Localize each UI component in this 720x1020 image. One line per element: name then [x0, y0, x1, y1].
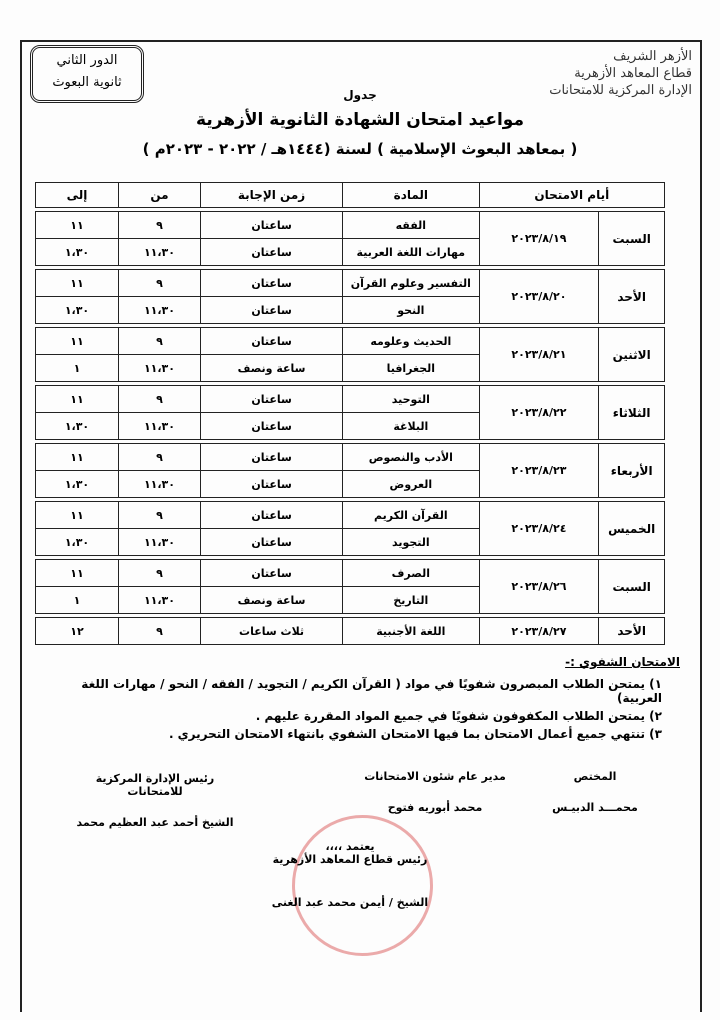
signature-general-manager: [360, 770, 510, 814]
cell-from: ٩: [118, 444, 200, 471]
cell-from: ٩: [118, 270, 200, 297]
cell-from: ١١،٣٠: [118, 297, 200, 324]
cell-to: ١،٣٠: [36, 239, 119, 266]
exam-schedule-table: [35, 182, 665, 645]
cell-from: ١١،٣٠: [118, 239, 200, 266]
col-header-to: إلى: [36, 183, 119, 208]
col-header-days: أيام الامتحان: [479, 183, 664, 208]
cell-from: ١١،٣٠: [118, 355, 200, 382]
cell-to: ١١: [36, 270, 119, 297]
cell-from: ٩: [118, 212, 200, 239]
cell-from: ٩: [118, 502, 200, 529]
exam-date: ٢٠٢٣/٨/٢٠: [479, 270, 599, 324]
org-line: الإدارة المركزية للامتحانات: [549, 83, 692, 98]
exam-day: الخميس: [599, 502, 665, 556]
org-line: الأزهر الشريف: [613, 49, 692, 64]
cell-duration: ساعتان: [201, 529, 343, 556]
table-row: [36, 270, 665, 297]
exam-date: ٢٠٢٣/٨/٢٤: [479, 502, 599, 556]
signer-title: رئيس قطاع المعاهد الأزهرية: [272, 853, 428, 866]
page-title: مواعيد امتحان الشهادة الثانوية الأزهرية: [196, 110, 524, 130]
cell-to: ١١: [36, 386, 119, 413]
exam-date: ٢٠٢٣/٨/٢٦: [479, 560, 599, 614]
col-header-from: من: [118, 183, 200, 208]
cell-duration: ساعتان: [201, 328, 343, 355]
cell-from: ١١،٣٠: [118, 413, 200, 440]
exam-day: الأربعاء: [599, 444, 665, 498]
table-row: [36, 212, 665, 239]
cell-to: ١١: [36, 328, 119, 355]
cell-duration: ساعتان: [201, 386, 343, 413]
exam-day: الأحد: [599, 618, 665, 645]
exam-date: ٢٠٢٣/٨/٢٧: [479, 618, 599, 645]
cell-to: ١،٣٠: [36, 471, 119, 498]
cell-subject: التاريخ: [343, 587, 479, 614]
cell-subject: البلاغة: [343, 413, 479, 440]
cell-duration: ساعتان: [201, 297, 343, 324]
cell-subject: التجويد: [343, 529, 479, 556]
cell-subject: العروض: [343, 471, 479, 498]
cell-duration: ساعتان: [201, 270, 343, 297]
exam-date: ٢٠٢٣/٨/٢٢: [479, 386, 599, 440]
exam-day: السبت: [599, 212, 665, 266]
cell-subject: مهارات اللغة العربية: [343, 239, 479, 266]
signature-sector-head: [250, 840, 450, 909]
table-row: [36, 444, 665, 471]
cell-duration: ساعتان: [201, 239, 343, 266]
cell-from: ١١،٣٠: [118, 587, 200, 614]
signer-title: رئيس الإدارة المركزية للامتحانات: [95, 772, 215, 798]
note-item: ٣) تنتهي جميع أعمال الامتحان بما فيها الامتحان الشفوي بانتهاء الامتحان التحريري .: [168, 727, 662, 741]
exam-day: الأحد: [599, 270, 665, 324]
exam-date: ٢٠٢٣/٨/٢٣: [479, 444, 599, 498]
signature-central-admin-head: [70, 772, 240, 829]
cell-duration: ساعتان: [201, 444, 343, 471]
cell-from: ٩: [118, 618, 200, 645]
cell-from: ٩: [118, 328, 200, 355]
exam-day: الاثنين: [599, 328, 665, 382]
approval-label: يعتمد ،،،،: [325, 840, 375, 853]
col-header-subject: المادة: [343, 183, 479, 208]
cell-subject: اللغة الأجنبية: [343, 618, 479, 645]
cell-duration: ساعة ونصف: [201, 355, 343, 382]
table-row: [36, 560, 665, 587]
cell-duration: ثلاث ساعات: [201, 618, 343, 645]
exam-day: السبت: [599, 560, 665, 614]
org-line: قطاع المعاهد الأزهرية: [574, 66, 692, 81]
signature-specialist: [540, 770, 650, 814]
oral-exam-notes: [40, 655, 680, 745]
signer-name: محمد أبوريه فتوح: [387, 801, 483, 814]
cell-subject: القرآن الكريم: [343, 502, 479, 529]
table-row: [36, 502, 665, 529]
table-row: [36, 328, 665, 355]
signer-title: المختص: [573, 770, 617, 783]
cell-to: ١١: [36, 212, 119, 239]
cell-to: ١: [36, 355, 119, 382]
exam-day: الثلاثاء: [599, 386, 665, 440]
cell-to: ١،٣٠: [36, 297, 119, 324]
cell-subject: النحو: [343, 297, 479, 324]
signer-name: الشيخ أحمد عبد العظيم محمد: [76, 816, 234, 829]
cell-duration: ساعتان: [201, 413, 343, 440]
cell-from: ٩: [118, 386, 200, 413]
exam-date: ٢٠٢٣/٨/٢١: [479, 328, 599, 382]
signer-title: مدير عام شئون الامتحانات: [364, 770, 506, 783]
signer-name: الشيخ / أيمن محمد عبد الغنى: [271, 896, 429, 909]
notes-heading: الامتحان الشفوي :-: [565, 655, 680, 669]
cell-subject: الأدب والنصوص: [343, 444, 479, 471]
round-label: الدور الثاني: [56, 53, 118, 68]
cell-to: ١١: [36, 502, 119, 529]
note-item: ٢) يمتحن الطلاب المكفوفون شفويًا في جميع المواد المقررة عليهم .: [255, 709, 662, 723]
cell-duration: ساعتان: [201, 212, 343, 239]
page-subtitle: ( بمعاهد البعوث الإسلامية ) لسنة (١٤٤٤هـ / ٢٠٢٢ - ٢٠٢٣م ): [142, 140, 578, 158]
note-item: ١) يمتحن الطلاب المبصرون شفويًا في مواد ( القرآن الكريم / التجويد / الفقه / النحو / مهارات اللغة العربية): [81, 677, 662, 705]
cell-to: ١،٣٠: [36, 529, 119, 556]
cell-subject: الفقه: [343, 212, 479, 239]
cell-duration: ساعتان: [201, 471, 343, 498]
cell-subject: الجغرافيا: [343, 355, 479, 382]
cell-duration: ساعتان: [201, 502, 343, 529]
table-row: [36, 618, 665, 645]
table-row: [36, 386, 665, 413]
cell-subject: الحديث وعلومه: [343, 328, 479, 355]
cell-duration: ساعتان: [201, 560, 343, 587]
cell-to: ١٢: [36, 618, 119, 645]
signer-name: محمـــد الدبيـس: [552, 801, 638, 814]
cell-to: ١: [36, 587, 119, 614]
cell-subject: التفسير وعلوم القرآن: [343, 270, 479, 297]
cell-duration: ساعة ونصف: [201, 587, 343, 614]
doc-label: جدول: [343, 88, 377, 102]
exam-date: ٢٠٢٣/٨/١٩: [479, 212, 599, 266]
col-header-duration: زمن الإجابة: [201, 183, 343, 208]
cell-to: ١،٣٠: [36, 413, 119, 440]
school-label: ثانوية البعوث: [52, 75, 122, 90]
cell-from: ١١،٣٠: [118, 471, 200, 498]
cell-to: ١١: [36, 560, 119, 587]
cell-from: ١١،٣٠: [118, 529, 200, 556]
cell-to: ١١: [36, 444, 119, 471]
cell-subject: الصرف: [343, 560, 479, 587]
cell-from: ٩: [118, 560, 200, 587]
cell-subject: التوحيد: [343, 386, 479, 413]
